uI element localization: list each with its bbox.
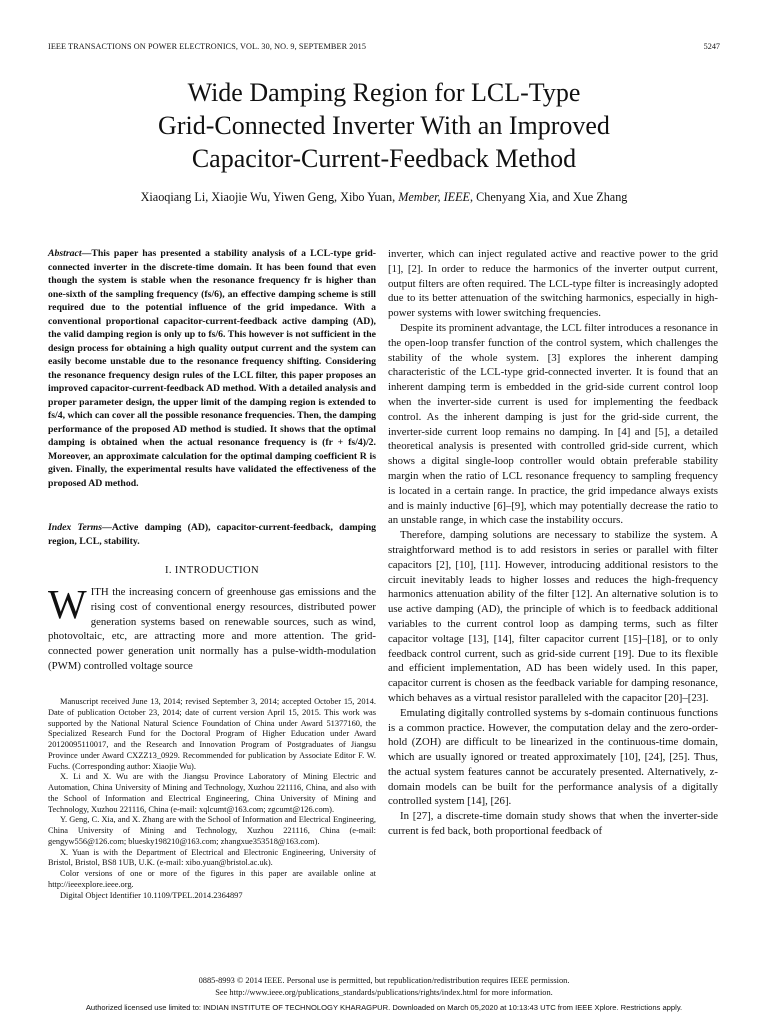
title-line-3: Capacitor-Current-Feedback Method [191,144,577,173]
index-terms-text: —Active damping (AD), capacitor-current-feedback, damping region, LCL, stability. [48,522,377,547]
author-names-rest: , Chenyang Xia, and Xue Zhang [470,190,628,204]
paper-title [0,76,768,175]
index-terms [48,521,376,548]
copyright-line-2: See http://www.ieee.org/publications_standards/publications/rights/index.html for more information. [215,988,553,997]
body-paragraph: Therefore, damping solutions are necessary to stabilize the system. A straightforward method is to add resistors in series or parallel with filter capacitors [2], [10], [11]. However, introducing additional resistors to the circuit inevitably leads to higher losses and reduces the high-frequency harmonics attenuation ability of the filter [12]. An alternative solution is to use active damping (AD), the principle of which is to feedback additional variables to the current control loop as damping terms, such as filter capacitor voltage [13], [14], filter capacitor current [15]–[18], or to only feedback control current, such as grid-side current [19]. Due to its flexible and efficient implementation, AD has been widely used. In this paper, capacitor current is chosen as the feedback variable for damping resonance, which behaves as a virtual resistor paralleled with the capacitor [20]–[23]. [388,529,718,704]
title-line-1: Wide Damping Region for LCL-Type [187,78,581,107]
introduction-text: ITH the increasing concern of greenhouse gas emissions and the rising cost of conventional energy resources, distributed power generation systems based on renewable sources, such as wind, photovoltaic, etc, are attracting more and more attention. The grid-connected power generation unit normally has a pulse-width-modulation (PWM) controlled voltage source [48,586,376,672]
author-membership: Member, IEEE [398,190,470,204]
footnote-doi: Digital Object Identifier 10.1109/TPEL.2014.2364897 [60,890,243,900]
right-column-body [388,247,718,839]
footnote-color-versions: Color versions of one or more of the figures in this paper are available online at http://ieeexplore.ieee.org. [48,869,376,889]
footnote-manuscript: Manuscript received June 13, 2014; revised September 3, 2014; accepted October 15, 2014. Date of publication October 23, 2014; date of current version April 15, 2015. This work was supported by the National Natural Science Foundation of China under Award 51377160, the Specialized Research Fund for the Doctoral Program of Higher Education under Award 20120095110017, and the Research and Innovation Program of Postgraduates of Jiangsu Province under Award CXZZ13_0929. Recommended for publication by Associate Editor F. W. Fuchs. (Corresponding author: Xiaojie Wu). [48,697,376,771]
footnote-affiliation-1: X. Li and X. Wu are with the Jiangsu Province Laboratory of Mining Electric and Automation, China University of Mining and Technology, Xuzhou 221116, China, and also with the School of Information and Electrical Engineering, China University of Mining and Technology, Xuzhou 221116, China (e-mail: xqlcumt@163.com; zgcumt@126.com). [48,772,376,814]
body-paragraph: Despite its prominent advantage, the LCL filter introduces a resonance in the open-loop transfer function of the control system, which challenges the stability of the whole system. [3] explores the inherent damping characteristic of the LCL-type grid-connected inverter. It is found that an inherent damping term is embedded in the grid-side current control loop when the inverter-side current is used for implementing the feedback control. As the inherent damping is just for the grid-side current, the inverter-side current loop remains no damping. In [4] and [5], a detailed theoretical analysis is presented with controlled grid-side current, which shows a digital single-loop controller would obtain preferable stability margin when the ratio of LCL resonance frequency to sampling frequency is located in a certain range. In practice, the grid impedance always exists and is mainly inductive [6]–[9], which may potentially decrease the ratio to an unstable range, in which case the instability occurs. [388,321,718,527]
copyright-line-1: 0885-8993 © 2014 IEEE. Personal use is permitted, but republication/redistribution requires IEEE permission. [198,976,570,985]
first-page-footnotes [48,697,376,901]
footnote-affiliation-3: X. Yuan is with the Department of Electrical and Electronic Engineering, University of Bristol, Bristol, BS8 1UB, U.K. (e-mail: xibo.yuan@bristol.ac.uk). [48,847,376,868]
introduction-paragraph [48,581,376,674]
abstract [48,247,376,490]
abstract-text: —This paper has presented a stability analysis of a LCL-type grid-connected inverter in the discrete-time domain. It has been found that even though the system is stable when the resonance frequency fr is higher than one-sixth of the sampling frequency (fs/6), an effective damping scheme is still required due to the potential influence of the grid impedance. With a conventional proportional capacitor-current-feedback active damping (AD), the valid damping region is only up to fs/6. This however is not sufficient in the design process for obtaining a high quality output current and the system can easily become unstable due to the resonance frequency shifting. Considering the resonance frequency design rules of the LCL filter, this paper proposes an improved capacitor-current-feedback AD method. With a detailed analysis and proper parameter design, the upper limit of the damping region is extended to fs/4, which can cover all the possible resonance frequencies. Then, the damping performance of the proposed AD method is studied. It shows that the optimal damping is obtained when the actual resonance frequency is (fr + fs/4)/2. Moreover, an approximate calculation for the optimal damping coefficient R is given. Finally, the experimental results have validated the effectiveness of the proposed AD method. [48,248,376,489]
body-paragraph: In [27], a discrete-time domain study shows that when the inverter-side current is fed back, both proportional feedback of [388,810,718,838]
title-line-2: Grid-Connected Inverter With an Improved [158,111,610,140]
index-terms-label: Index Terms [48,522,103,533]
author-names: Xiaoqiang Li, Xiaojie Wu, Yiwen Geng, Xibo Yuan, [140,190,399,204]
drop-cap: W [48,581,87,627]
footnote-affiliation-2: Y. Geng, C. Xia, and X. Zhang are with the School of Information and Electrical Engineering, China University of Mining and Technology, Xuzhou 221116, China (e-mail: gengyw556@126.com; bluesky198210@163.com; zhangxue353518@163.com). [48,815,376,846]
copyright-notice [0,975,768,999]
author-list [0,190,768,205]
license-footer: Authorized licensed use limited to: INDIAN INSTITUTE OF TECHNOLOGY KHARAGPUR. Downloaded on March 05,2020 at 10:13:43 UTC from IEEE Xplore. Restrictions apply. [85,1003,683,1012]
running-header-journal: IEEE TRANSACTIONS ON POWER ELECTRONICS, VOL. 30, NO. 9, SEPTEMBER 2015 [48,42,367,51]
page-number: 5247 [703,42,720,51]
body-paragraph: inverter, which can inject regulated active and reactive power to the grid [1], [2]. In order to reduce the harmonics of the inverter output current, output filters are often required. The LCL-type filter is increasingly adopted due to its better attenuation of the switching harmonics, especially in high-power systems with lower switching frequencies. [388,248,718,320]
abstract-label: Abstract [48,248,82,259]
section-heading-introduction: I. INTRODUCTION [164,565,260,576]
body-paragraph: Emulating digitally controlled systems by s-domain continuous functions is a common practice. However, the computation delay and the zero-order-hold (ZOH) are difficult to be linearized in the continuous-time domain, which are usually ignored or treated approximately [10], [24], [25]. Thus, the actual system features cannot be accurately presented. Alternatively, z-domain models can be built for the performance analysis of a digitally controlled system [14], [26]. [388,706,718,808]
